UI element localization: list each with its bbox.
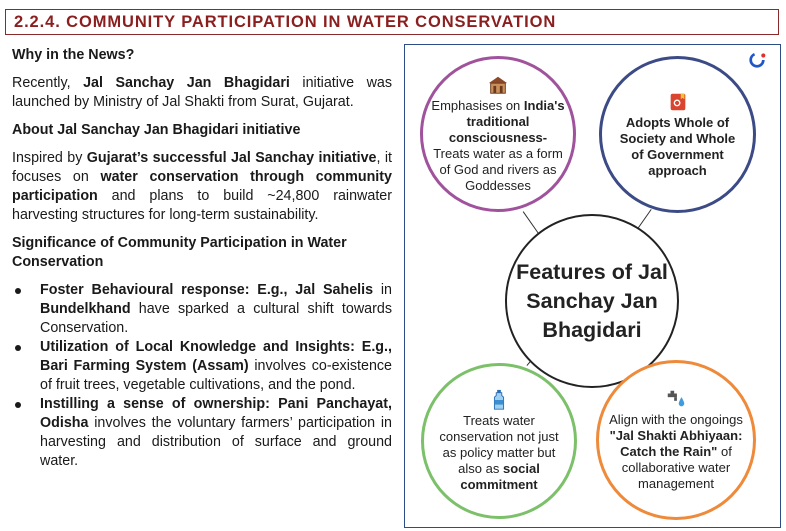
about-paragraph: Inspired by Gujarat’s successful Jal Sanchay initiative, it focuses on water conservation through community participation and plans to build ~24,800 rainwater harvesting structures for long-term sustainability.: [12, 150, 392, 223]
why-paragraph: Recently, Jal Sanchay Jan Bhagidari initiative was launched by Ministry of Jal Shakti from Surat, Gujarat.: [12, 75, 392, 110]
house-icon: [487, 74, 509, 96]
list-item: Instilling a sense of ownership: Pani Panchayat, Odisha involves the voluntary farmers’ participation in harvesting and distribution of surface and ground water.: [12, 395, 392, 471]
feature-whole-of-society: Adopts Whole of Society and Whole of Government approach: [599, 56, 756, 213]
feature-social-commitment: Treats water conservation not just as policy matter but also as social commitment: [421, 363, 577, 519]
feature-catch-the-rain: Align with the ongoings "Jal Shakti Abhiyaan: Catch the Rain" of collaborative water management: [596, 360, 756, 520]
list-item: Foster Behavioural response: E.g., Jal Sahelis in Bundelkhand have sparked a cultural shift towards Conservation.: [12, 281, 392, 338]
logo-icon: [748, 51, 766, 69]
significance-list: [12, 281, 392, 471]
book-icon: [667, 91, 689, 113]
about-heading: About Jal Sanchay Jan Bhagidari initiative: [12, 122, 301, 138]
significance-heading: Significance of Community Participation in Water Conservation: [12, 235, 347, 270]
features-diagram: [404, 44, 781, 528]
diagram-center-title: Features of Jal Sanchay Jan Bhagidari: [505, 214, 679, 388]
article-body: [12, 46, 392, 471]
feature-traditional-consciousness: Emphasises on India's traditional consciousness-Treats water as a form of God and rivers as Goddesses: [420, 56, 576, 212]
section-title: 2.2.4. COMMUNITY PARTICIPATION IN WATER CONSERVATION: [5, 9, 779, 35]
water-bottle-icon: [488, 389, 510, 411]
list-item: Utilization of Local Knowledge and Insights: E.g., Bari Farming System (Assam) involves co-existence of fruit trees, vegetable cultivations, and the pond.: [12, 338, 392, 395]
tap-icon: [665, 388, 687, 410]
why-heading: Why in the News?: [12, 47, 135, 63]
